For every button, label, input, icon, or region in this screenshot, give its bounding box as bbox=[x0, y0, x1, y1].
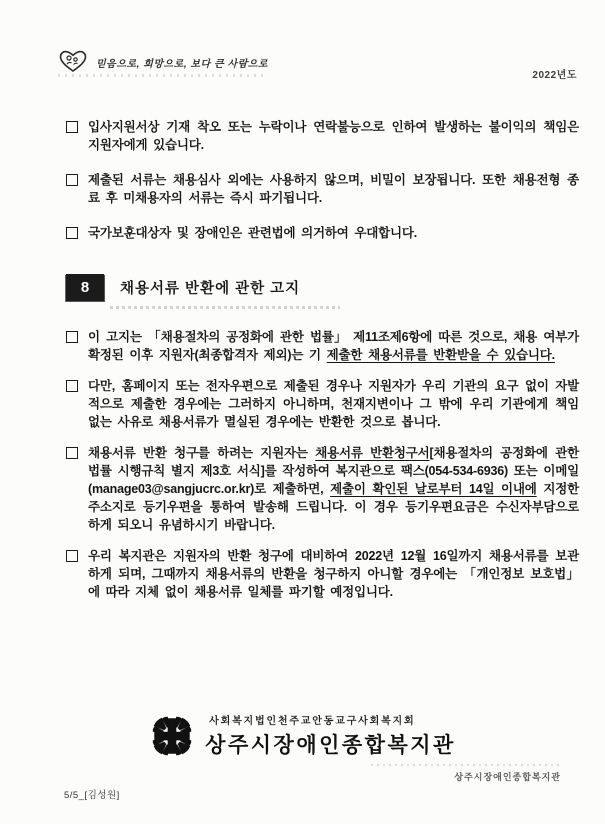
notice-item bbox=[66, 224, 579, 242]
empty-checkbox-icon bbox=[66, 227, 78, 239]
notice-item bbox=[66, 328, 579, 364]
empty-checkbox-icon bbox=[66, 447, 78, 459]
footer-org-block bbox=[0, 712, 605, 759]
org-name: 상주시장애인종합복지관 bbox=[205, 734, 456, 757]
parent-org-name: 사회복지법인천주교안동교구사회복지회 bbox=[209, 716, 416, 727]
page-number-label: 5/5_[김성원] bbox=[64, 790, 120, 801]
section-header bbox=[66, 274, 300, 301]
notice-text: 이 고지는 「채용절차의 공정화에 관한 법률」 제11조제6항에 따른 것으로, 채용 여부가 확정된 이후 지원자(최종합격자 제외)는 기 제출한 채용서류를 반환받을 수 있습니다. bbox=[88, 330, 579, 362]
empty-checkbox-icon bbox=[66, 174, 78, 186]
heart-people-icon bbox=[58, 50, 88, 74]
notice-text: 우리 복지관은 지원자의 반환 청구에 대비하여 2022년 12월 16일까지 채용서류를 보관하게 되며, 그때까지 채용서류의 반환을 청구하지 아니할 경우에는 「개인정보 보호법」에 따라 지체 없이 채용서류 일체를 파기할 예정입니다. bbox=[88, 549, 579, 599]
general-notice-list bbox=[66, 118, 579, 259]
empty-checkbox-icon bbox=[66, 121, 78, 133]
scan-artifact-line bbox=[371, 764, 561, 766]
notice-item bbox=[66, 171, 579, 207]
empty-checkbox-icon bbox=[66, 550, 78, 562]
notice-text: 입사지원서상 기재 착오 또는 누락이나 연락불능으로 인하여 발생하는 불이익의 책임은 지원자에게 있습니다. bbox=[88, 120, 579, 152]
notice-item bbox=[66, 444, 579, 534]
scan-artifact-line bbox=[58, 74, 268, 77]
empty-checkbox-icon bbox=[66, 380, 78, 392]
page-header bbox=[58, 50, 268, 74]
empty-checkbox-icon bbox=[66, 331, 78, 343]
notice-item bbox=[66, 377, 579, 431]
org-slogan: 믿음으로, 희망으로, 보다 큰 사람으로 bbox=[96, 58, 269, 70]
section-number-badge: 8 bbox=[66, 274, 104, 301]
section-title: 채용서류 반환에 관한 고지 bbox=[120, 281, 301, 297]
notice-item bbox=[66, 547, 579, 601]
notice-text: 제출된 서류는 채용심사 외에는 사용하지 않으며, 비밀이 보장됩니다. 또한 채용전형 종료 후 미채용자의 서류는 즉시 파기됩니다. bbox=[88, 173, 579, 205]
footer-org-name-small: 상주시장애인종합복지관 bbox=[454, 772, 561, 782]
notice-text: 채용서류 반환 청구를 하려는 지원자는 채용서류 반환청구서[채용절차의 공정화에 관한 법률 시행규칙 별지 제3호 서식]를 작성하여 복지관으로 팩스(054-534-6936) 또는 이메일(manage03@sangjucrc.or.kr)로 제출하면, 제출이 확인된 날로부터 14일 이내에 지정한 주소지로 등기우편을 통하여 발송해 드립니다. 이 경우 등기우편요금은 수신자부담으로 하게 되오니 유념하시기 바랍니다. bbox=[88, 446, 579, 532]
notice-text: 다만, 홈페이지 또는 전자우편으로 제출된 경우나 지원자가 우리 기관의 요구 없이 자발적으로 제출한 경우에는 그러하지 아니하며, 천재지변이나 그 밖에 우리 기관에게 책임 없는 사유로 채용서류가 멸실된 경우에는 반환한 것으로 봅니다. bbox=[88, 379, 579, 429]
notice-text: 국가보훈대상자 및 장애인은 관련법에 의거하여 우대합니다. bbox=[88, 226, 418, 240]
caritas-cross-icon bbox=[149, 713, 195, 759]
year-label: 2022년도 bbox=[532, 70, 577, 81]
notice-item bbox=[66, 118, 579, 154]
return-notice-list bbox=[66, 328, 579, 614]
scan-artifact-line bbox=[110, 306, 340, 309]
